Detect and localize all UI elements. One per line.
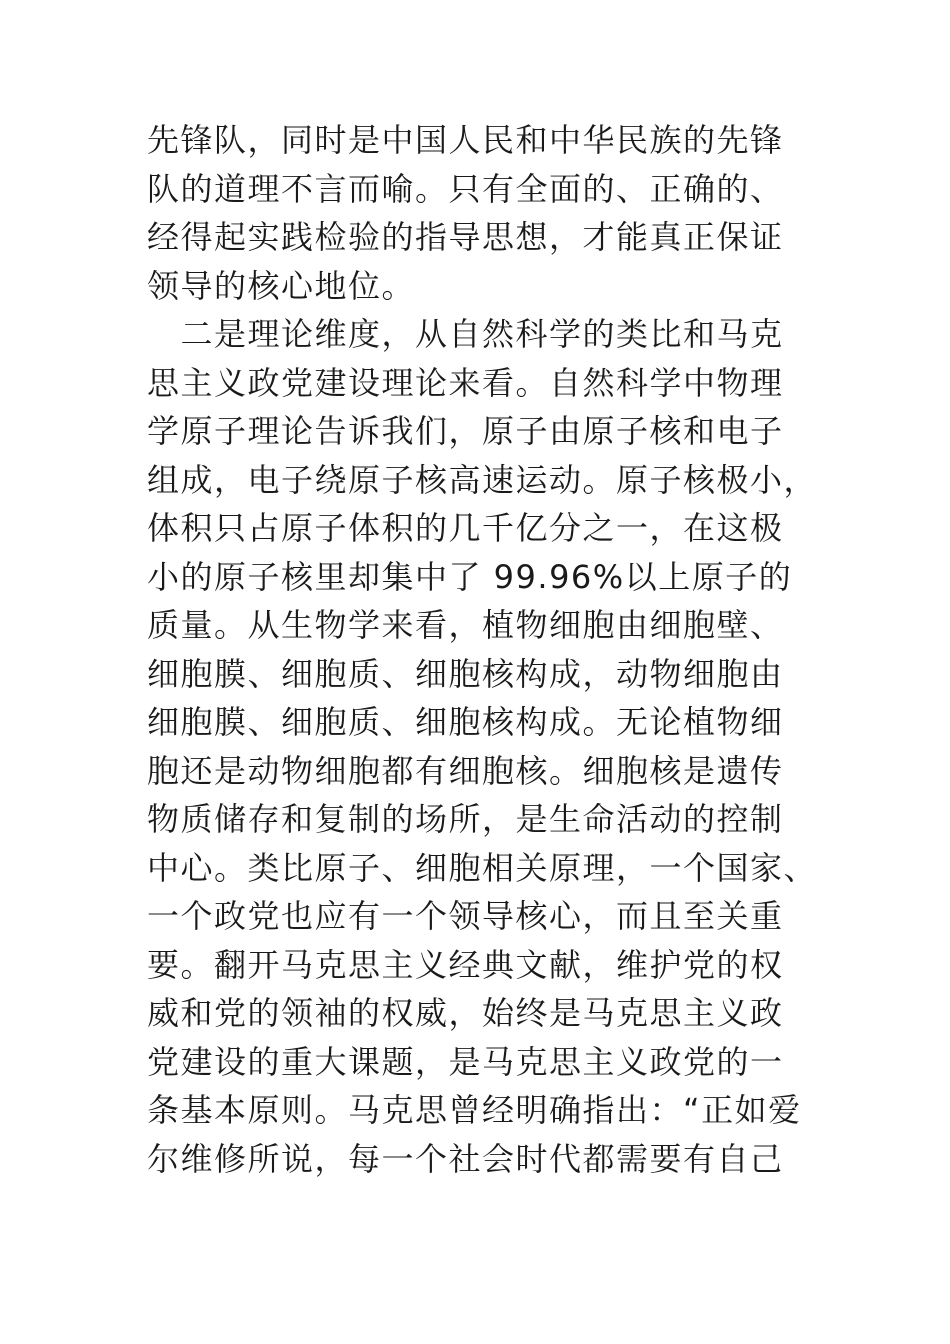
paragraph-line: 要。翻开马克思主义经典文献，维护党的权 bbox=[147, 945, 784, 984]
paragraph-1 bbox=[147, 116, 811, 310]
paragraph-line: 体积只占原子体积的几千亿分之一，在这极 bbox=[147, 509, 784, 547]
paragraph-line: 小的原子核里却集中了 99.96%以上原子的 bbox=[147, 557, 793, 596]
paragraph-line: 条基本原则。马克思曾经明确指出：“正如爱 bbox=[147, 1091, 802, 1129]
paragraph-2 bbox=[147, 310, 818, 1183]
paragraph-line: 学原子理论告诉我们，原子由原子核和电子 bbox=[147, 412, 784, 450]
paragraph-line: 威和党的领袖的权威，始终是马克思主义政 bbox=[147, 994, 784, 1032]
paragraph-line: 中心。类比原子、细胞相关原理，一个国家、 bbox=[147, 848, 818, 887]
paragraph-line: 思主义政党建设理论来看。自然科学中物理 bbox=[147, 363, 784, 402]
paragraph-line: 队的道理不言而喻。只有全面的、正确的、 bbox=[147, 169, 784, 208]
paragraph-line: 质量。从生物学来看，植物细胞由细胞壁、 bbox=[147, 606, 784, 644]
paragraph-line: 物质储存和复制的场所，是生命活动的控制 bbox=[147, 800, 784, 838]
paragraph-line: 先锋队，同时是中国人民和中华民族的先锋 bbox=[147, 121, 784, 159]
paragraph-line: 胞还是动物细胞都有细胞核。细胞核是遗传 bbox=[147, 751, 784, 790]
paragraph-line: 党建设的重大课题，是马克思主义政党的一 bbox=[147, 1042, 784, 1081]
paragraph-line: 细胞膜、细胞质、细胞核构成。无论植物细 bbox=[147, 703, 784, 741]
paragraph-line: 领导的核心地位。 bbox=[147, 266, 416, 305]
paragraph-line: 二是理论维度，从自然科学的类比和马克 bbox=[147, 315, 784, 353]
paragraph-line: 细胞膜、细胞质、细胞核构成，动物细胞由 bbox=[147, 654, 784, 693]
paragraph-line: 一个政党也应有一个领导核心，而且至关重 bbox=[147, 897, 784, 935]
paragraph-line: 尔维修所说，每一个社会时代都需要有自己 bbox=[147, 1139, 784, 1178]
paragraph-line: 组成，电子绕原子核高速运动。原子核极小， bbox=[147, 460, 818, 499]
paragraph-line: 经得起实践检验的指导思想，才能真正保证 bbox=[147, 218, 784, 256]
